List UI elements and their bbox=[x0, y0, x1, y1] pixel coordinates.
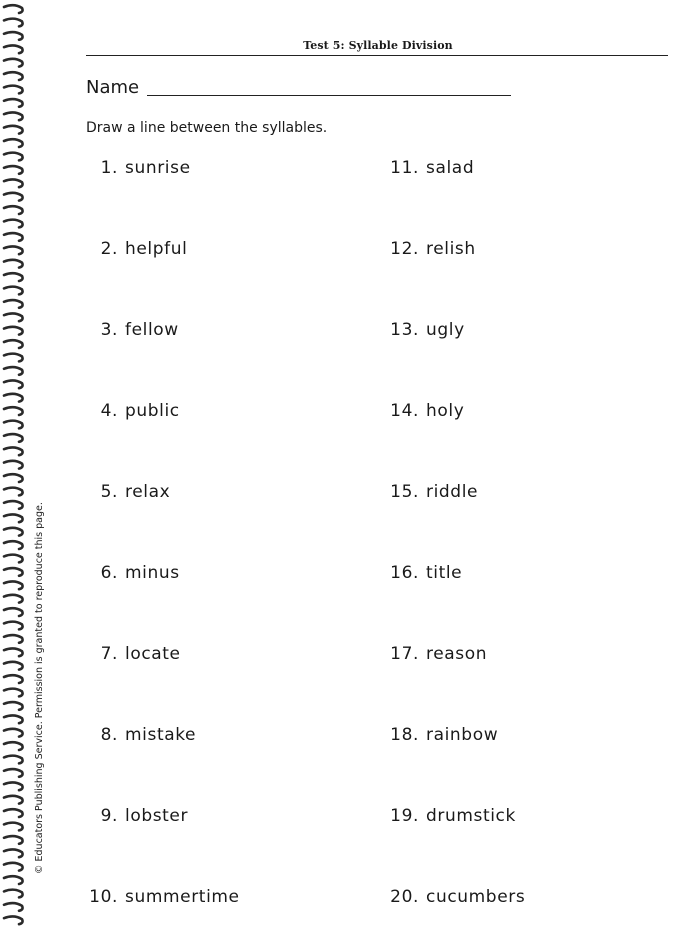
word-item[interactable] bbox=[82, 562, 180, 584]
item-number: 17. bbox=[390, 644, 419, 664]
spiral-coil bbox=[4, 488, 23, 496]
word-item[interactable] bbox=[383, 319, 465, 341]
spiral-coil bbox=[4, 514, 23, 522]
spiral-coil bbox=[4, 876, 23, 884]
spiral-coil bbox=[4, 86, 23, 94]
word-item[interactable] bbox=[82, 319, 179, 341]
spiral-coil bbox=[4, 32, 23, 40]
header-rule bbox=[86, 55, 668, 56]
word-item[interactable] bbox=[383, 481, 478, 503]
item-word: public bbox=[125, 401, 180, 421]
spiral-binding bbox=[0, 0, 26, 936]
item-word: helpful bbox=[125, 239, 188, 259]
spiral-coil bbox=[4, 782, 23, 790]
test-title: Test 5: Syllable Division bbox=[303, 39, 453, 52]
spiral-coil bbox=[4, 474, 23, 482]
item-number: 3. bbox=[100, 320, 118, 340]
item-word: summertime bbox=[125, 887, 240, 907]
spiral-coil bbox=[4, 541, 23, 549]
spiral-coil bbox=[4, 675, 23, 683]
word-item[interactable] bbox=[383, 886, 525, 908]
spiral-coil bbox=[4, 313, 23, 321]
item-word: mistake bbox=[125, 725, 197, 745]
spiral-coil bbox=[4, 595, 23, 603]
item-word: cucumbers bbox=[426, 887, 526, 907]
word-item[interactable] bbox=[82, 886, 240, 908]
spiral-coil bbox=[4, 260, 23, 268]
spiral-coil bbox=[4, 367, 23, 375]
item-number: 18. bbox=[390, 725, 419, 745]
item-number: 2. bbox=[100, 239, 118, 259]
word-item[interactable] bbox=[383, 643, 487, 665]
word-item[interactable] bbox=[383, 157, 474, 179]
word-item[interactable] bbox=[383, 400, 464, 422]
instructions: Draw a line between the syllables. bbox=[86, 120, 328, 136]
item-number: 14. bbox=[390, 401, 419, 421]
item-number: 11. bbox=[390, 158, 419, 178]
word-item[interactable] bbox=[82, 805, 188, 827]
spiral-coil bbox=[4, 447, 23, 455]
spiral-coil bbox=[4, 45, 23, 53]
item-word: ugly bbox=[426, 320, 465, 340]
spiral-coil bbox=[4, 555, 23, 563]
spiral-coil bbox=[4, 273, 23, 281]
item-word: title bbox=[426, 563, 463, 583]
spiral-coil bbox=[4, 421, 23, 429]
spiral-coil bbox=[4, 179, 23, 187]
spiral-coil bbox=[4, 19, 23, 27]
item-word: relish bbox=[426, 239, 476, 259]
word-item[interactable] bbox=[383, 238, 476, 260]
item-number: 6. bbox=[100, 563, 118, 583]
item-word: salad bbox=[426, 158, 475, 178]
item-number: 19. bbox=[390, 806, 419, 826]
item-number: 1. bbox=[100, 158, 118, 178]
spiral-coil bbox=[4, 823, 23, 831]
spiral-coil bbox=[4, 903, 23, 911]
name-label: Name bbox=[86, 77, 140, 98]
copyright-notice: © Educators Publishing Service. Permission is granted to reproduce this page. bbox=[34, 502, 45, 874]
name-write-line[interactable] bbox=[147, 95, 511, 96]
item-word: locate bbox=[125, 644, 181, 664]
item-number: 4. bbox=[100, 401, 118, 421]
spiral-coil bbox=[4, 407, 23, 415]
spiral-coil bbox=[4, 769, 23, 777]
item-number: 12. bbox=[390, 239, 419, 259]
spiral-coil bbox=[4, 112, 23, 120]
spiral-coil bbox=[4, 648, 23, 656]
spiral-coil bbox=[4, 568, 23, 576]
item-number: 5. bbox=[100, 482, 118, 502]
item-word: drumstick bbox=[426, 806, 516, 826]
spiral-coil bbox=[4, 916, 23, 924]
item-word: reason bbox=[426, 644, 488, 664]
spiral-coil bbox=[4, 849, 23, 857]
spiral-coil bbox=[4, 394, 23, 402]
item-word: lobster bbox=[125, 806, 189, 826]
spiral-coil bbox=[4, 153, 23, 161]
spiral-coil bbox=[4, 300, 23, 308]
spiral-coil bbox=[4, 809, 23, 817]
word-item[interactable] bbox=[82, 724, 196, 746]
spiral-coil bbox=[4, 434, 23, 442]
item-number: 9. bbox=[100, 806, 118, 826]
spiral-coil bbox=[4, 742, 23, 750]
spiral-coil bbox=[4, 246, 23, 254]
spiral-coil bbox=[4, 99, 23, 107]
spiral-coil bbox=[4, 380, 23, 388]
spiral-coil bbox=[4, 689, 23, 697]
item-number: 16. bbox=[390, 563, 419, 583]
spiral-coil bbox=[4, 622, 23, 630]
item-number: 15. bbox=[390, 482, 419, 502]
word-item[interactable] bbox=[82, 400, 180, 422]
spiral-coil bbox=[4, 340, 23, 348]
item-word: relax bbox=[125, 482, 171, 502]
spiral-coil bbox=[4, 501, 23, 509]
spiral-coil bbox=[4, 715, 23, 723]
spiral-coil bbox=[4, 206, 23, 214]
spiral-coil bbox=[4, 461, 23, 469]
spiral-coil bbox=[4, 796, 23, 804]
spiral-coil bbox=[4, 890, 23, 898]
spiral-coil bbox=[4, 72, 23, 80]
name-row bbox=[86, 75, 511, 99]
item-word: sunrise bbox=[125, 158, 191, 178]
spiral-coil bbox=[4, 220, 23, 228]
item-word: holy bbox=[426, 401, 465, 421]
item-word: minus bbox=[125, 563, 180, 583]
spiral-coil bbox=[4, 5, 23, 13]
item-number: 8. bbox=[100, 725, 118, 745]
spiral-coil bbox=[4, 662, 23, 670]
item-word: rainbow bbox=[426, 725, 499, 745]
spiral-coil bbox=[4, 287, 23, 295]
spiral-coil bbox=[4, 608, 23, 616]
word-item[interactable] bbox=[82, 157, 191, 179]
word-item[interactable] bbox=[383, 805, 516, 827]
item-word: fellow bbox=[125, 320, 179, 340]
item-number: 20. bbox=[390, 887, 419, 907]
spiral-coil bbox=[4, 166, 23, 174]
spiral-coil bbox=[4, 59, 23, 67]
word-item[interactable] bbox=[383, 562, 462, 584]
spiral-coil bbox=[4, 581, 23, 589]
spiral-coil bbox=[4, 635, 23, 643]
item-word: riddle bbox=[426, 482, 479, 502]
spiral-coil bbox=[4, 702, 23, 710]
spiral-coil bbox=[4, 233, 23, 241]
spiral-coil bbox=[4, 126, 23, 134]
item-number: 7. bbox=[100, 644, 118, 664]
word-item[interactable] bbox=[82, 481, 170, 503]
spiral-coil bbox=[4, 729, 23, 737]
spiral-coil bbox=[4, 354, 23, 362]
word-item[interactable] bbox=[383, 724, 498, 746]
spiral-coil bbox=[4, 756, 23, 764]
spiral-coil bbox=[4, 327, 23, 335]
spiral-coil bbox=[4, 193, 23, 201]
spiral-coil bbox=[4, 139, 23, 147]
word-item[interactable] bbox=[82, 643, 181, 665]
spiral-coil bbox=[4, 863, 23, 871]
spiral-coil bbox=[4, 836, 23, 844]
word-item[interactable] bbox=[82, 238, 187, 260]
spiral-coil bbox=[4, 528, 23, 536]
item-number: 13. bbox=[390, 320, 419, 340]
item-number: 10. bbox=[89, 887, 118, 907]
